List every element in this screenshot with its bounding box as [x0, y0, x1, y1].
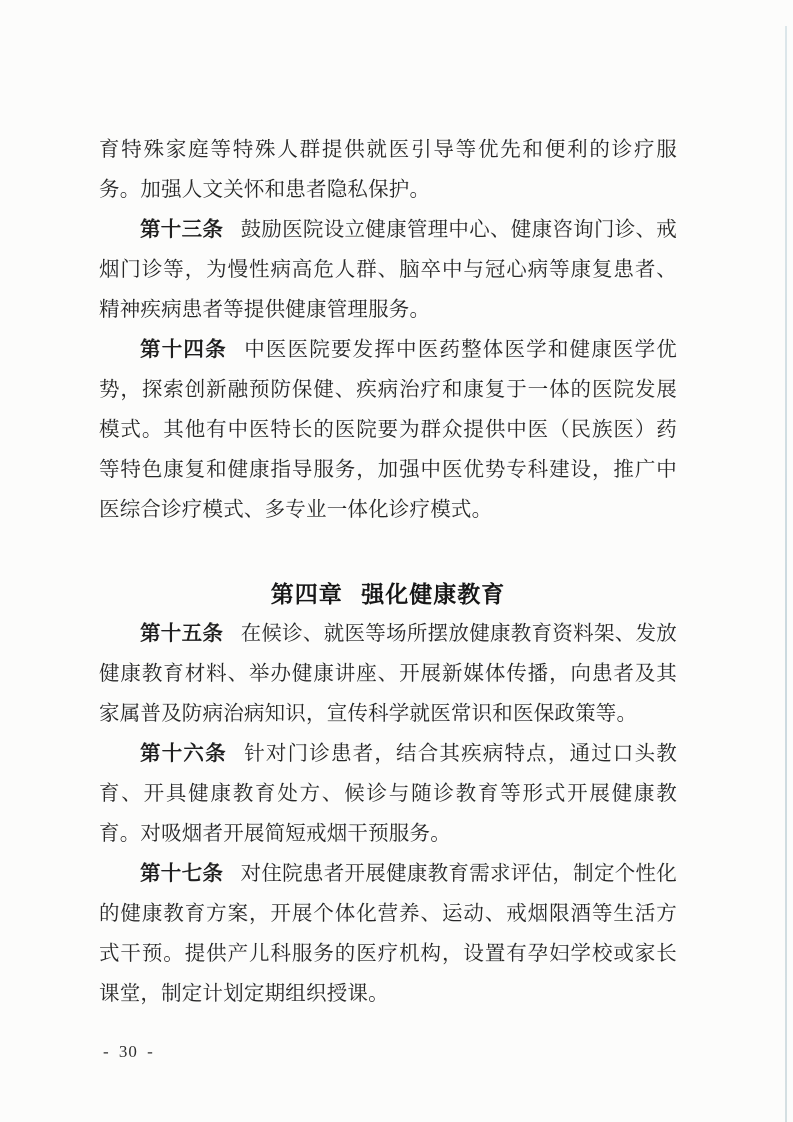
article-17-text: 对住院患者开展健康教育需求评估，制定个性化的健康教育方案，开展个体化营养、运动、戒烟限酒等生活方式干预。提供产儿科服务的医疗机构，设置有孕妇学校或家长课堂，制定计划定期组织授课。 — [99, 863, 677, 1005]
article-16-label: 第十六条 — [140, 743, 227, 765]
paragraph-article-13 — [99, 210, 677, 330]
article-14-text: 中医医院要发挥中医药整体医学和健康医学优势，探索创新融预防保健、疾病治疗和康复于一体的医院发展模式。其他有中医特长的医院要为群众提供中医（民族医）药等特色康复和健康指导服务，加强中医优势专科建设，推广中医综合诊疗模式、多专业一体化诊疗模式。 — [99, 339, 677, 521]
article-17-label: 第十七条 — [140, 863, 224, 885]
article-16-text: 针对门诊患者，结合其疾病特点，通过口头教育、开具健康教育处方、候诊与随诊教育等形式开展健康教育。对吸烟者开展简短戒烟干预服务。 — [99, 743, 677, 845]
chapter-number: 第四章 — [270, 581, 343, 607]
paragraph-article-16 — [99, 734, 677, 854]
article-13-label: 第十三条 — [140, 219, 224, 241]
article-14-label: 第十四条 — [140, 339, 227, 361]
paragraph-article-14 — [99, 330, 677, 530]
chapter-title: 强化健康教育 — [361, 581, 506, 607]
paragraph-article-17 — [99, 854, 677, 1014]
scan-edge-artifact — [785, 26, 787, 1122]
paragraph-continuation: 育特殊家庭等特殊人群提供就医引导等优先和便利的诊疗服务。加强人文关怀和患者隐私保护。 — [99, 139, 677, 201]
article-13-text: 鼓励医院设立健康管理中心、健康咨询门诊、戒烟门诊等，为慢性病高危人群、脑卒中与冠心病等康复患者、精神疾病患者等提供健康管理服务。 — [99, 219, 677, 321]
paragraph-article-15 — [99, 614, 677, 734]
page-number: - 30 - — [103, 1042, 154, 1061]
article-15-label: 第十五条 — [140, 623, 224, 645]
chapter-heading — [99, 574, 677, 614]
document-body — [99, 130, 677, 1014]
article-15-text: 在候诊、就医等场所摆放健康教育资料架、发放健康教育材料、举办健康讲座、开展新媒体传播，向患者及其家属普及防病治病知识，宣传科学就医常识和医保政策等。 — [99, 623, 677, 725]
